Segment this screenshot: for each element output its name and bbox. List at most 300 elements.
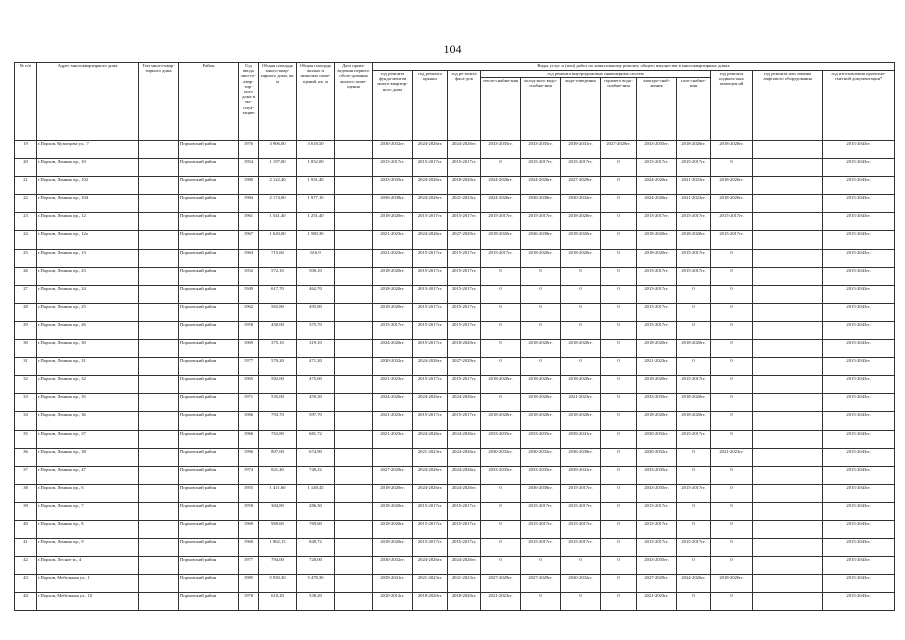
row-sewer: 2039-2041гг. [561,430,601,448]
row-survey-date [335,412,373,430]
row-hot-water: 0 [601,484,637,502]
row-type [139,394,179,412]
row-foundation: 2018-2020гг. [373,213,413,231]
row-year: 1974 [239,466,259,484]
row-type [139,593,179,611]
row-address: г.Порхов, Ленина пр., 26 [37,321,139,339]
row-type [139,539,179,557]
row-lift [753,376,823,394]
row-type [139,303,179,321]
row-heat: 0 [481,520,521,538]
row-basement: 0 [711,520,753,538]
row-facade: 2015-2017гг. [448,520,481,538]
row-heat: 0 [481,159,521,177]
row-district: Порховский район [179,340,239,358]
row-address: г.Порхов, Ленина пр., 23 [37,267,139,285]
row-roof: 2015-2017гг. [413,267,448,285]
row-roof: 2015-2017гг. [413,213,448,231]
col-address: Адрес многоквартирного дома [37,63,139,141]
row-sewer: 0 [561,303,601,321]
row-year: 1952 [239,267,259,285]
row-roof: 2021-2023гг. [413,448,448,466]
row-basement: 0 [711,394,753,412]
row-type [139,520,179,538]
row-res-area: 1 931,40 [297,177,335,195]
row-electric: 2015-2017гг. [637,213,677,231]
row-hot-water: 0 [601,177,637,195]
row-sewer: 2018-2020гг. [561,376,601,394]
row-basement: 0 [711,593,753,611]
row-type [139,267,179,285]
row-foundation: 2024-2026гг. [373,394,413,412]
row-lift [753,412,823,430]
row-number: 43 [15,575,37,593]
row-district: Порховский район [179,321,239,339]
row-district: Порховский район [179,177,239,195]
row-res-area: 471,20 [297,358,335,376]
col-gas: газо-снабже-ния [677,78,711,141]
col-res-area: Общая площадь жилых и нежилых поме-щений, кв. м [297,63,335,141]
row-district: Порховский район [179,484,239,502]
row-roof: 2015-2017гг. [413,539,448,557]
row-hot-water: 0 [601,520,637,538]
row-foundation: 2030-2032гг. [373,141,413,159]
row-type [139,358,179,376]
row-lift [753,593,823,611]
row-facade: 2027-2029гг. [448,358,481,376]
table-row [15,159,895,177]
row-number: 20 [15,159,37,177]
row-address: г.Порхов, Ленина пр., 38 [37,448,139,466]
row-electric: 2015-2017гг. [637,321,677,339]
row-year: 1949 [239,285,259,303]
row-heat: 0 [481,484,521,502]
row-address: г.Порхов, Ленина пр., 7 [37,502,139,520]
table-row [15,520,895,538]
row-year: 1958 [239,321,259,339]
row-year: 1965 [239,376,259,394]
row-number: 21 [15,177,37,195]
row-year: 1977 [239,358,259,376]
row-sewer: 2015-2017гг. [561,159,601,177]
row-number: 24 [15,231,37,249]
row-electric: 2033-2035гг. [637,141,677,159]
row-basement: 2018-2020гг. [711,195,753,213]
row-facade: 2015-2017гг. [448,213,481,231]
row-address: г.Порхов, Ленина пр., 32 [37,376,139,394]
col-heat: тепло-снабже-ния [481,78,521,141]
row-district: Порховский район [179,412,239,430]
row-total-area: 565,80 [259,303,297,321]
row-address: г.Порхов, Ленина пр., 24 [37,285,139,303]
row-design: 2015-2043гг. [823,557,895,575]
row-total-area: 793,70 [259,412,297,430]
row-gas: 0 [677,321,711,339]
row-heat: 2021-2023гг. [481,593,521,611]
table-row [15,557,895,575]
row-lift [753,466,823,484]
row-lift [753,448,823,466]
row-address: г.Порхов, Ленина пр., 37 [37,430,139,448]
row-gas: 0 [677,303,711,321]
row-district: Порховский район [179,358,239,376]
row-type [139,249,179,267]
row-heat: 2033-2035гг. [481,430,521,448]
row-year: 1978 [239,593,259,611]
row-total-area: 592,00 [259,376,297,394]
col-design: год изготовления проектно-сметной документации* [823,71,895,141]
row-heat: 2024-2026гг. [481,195,521,213]
row-lift [753,340,823,358]
row-facade: 2018-2020гг. [448,177,481,195]
row-cold-water: 2015-2017гг. [521,159,561,177]
row-total-area: 1 411,60 [259,484,297,502]
row-design: 2015-2043гг. [823,448,895,466]
row-year: 1964 [239,249,259,267]
row-gas: 2015-2017гг. [677,213,711,231]
row-lift [753,321,823,339]
col-lift: год ремонта или замены лифтового оборудования [753,71,823,141]
row-electric: 2015-2017гг. [637,520,677,538]
row-foundation: 2015-2017гг. [373,321,413,339]
row-number: 35 [15,430,37,448]
col-foundation: год ремонта фунда-ментов много-квартир-ного дома [373,71,413,141]
row-heat: 0 [481,303,521,321]
row-design: 2015-2043гг. [823,394,895,412]
row-gas: 0 [677,285,711,303]
row-district: Порховский район [179,539,239,557]
row-gas: 0 [677,593,711,611]
row-survey-date [335,520,373,538]
row-survey-date [335,593,373,611]
row-design: 2015-2043гг. [823,249,895,267]
row-electric: 2018-2020гг. [637,249,677,267]
row-cold-water: 2018-2020гг. [521,249,561,267]
row-address: г.Порхов, Ленина пр., 6 [37,484,139,502]
row-cold-water: 0 [521,557,561,575]
table-row [15,195,895,213]
table-row [15,539,895,557]
row-gas: 2015-2017гг. [677,484,711,502]
row-basement: 2015-2017гг. [711,231,753,249]
table-row [15,285,895,303]
row-basement: 0 [711,484,753,502]
row-sewer: 2021-2023гг. [561,394,601,412]
row-facade: 2015-2017гг. [448,502,481,520]
row-roof: 2024-2026гг. [413,141,448,159]
row-survey-date [335,303,373,321]
row-roof: 2024-2026гг. [413,484,448,502]
row-gas: 2018-2020гг. [677,394,711,412]
table-row [15,593,895,611]
row-address: г.Порхов, Ленина пр., 35 [37,394,139,412]
row-electric: 2015-2017гг. [637,502,677,520]
row-design: 2015-2043гг. [823,213,895,231]
row-district: Порховский район [179,430,239,448]
row-survey-date [335,177,373,195]
row-survey-date [335,231,373,249]
row-year: 1969 [239,340,259,358]
row-type [139,285,179,303]
row-district: Порховский район [179,141,239,159]
top-title: Виды услуг и (или) работ по капитальному ремонту общего имущества в многоквартирных домах [373,63,895,71]
row-facade: 2021-2023гг. [448,195,481,213]
row-electric: 2018-2020гг. [637,412,677,430]
row-cold-water: 2018-2020гг. [521,376,561,394]
row-type [139,448,179,466]
row-hot-water: 0 [601,376,637,394]
row-survey-date [335,267,373,285]
row-address: г.Порхов, Ленина пр., 104 [37,195,139,213]
table-row [15,394,895,412]
row-number: 42 [15,557,37,575]
row-hot-water: 0 [601,249,637,267]
row-res-area: 749,22 [297,466,335,484]
row-foundation: 2018-2020гг. [373,303,413,321]
row-roof: 2024-2026гг. [413,195,448,213]
row-facade: 2015-2017гг. [448,303,481,321]
row-sewer: 2030-2032гг. [561,195,601,213]
row-hot-water: 0 [601,267,637,285]
row-basement: 0 [711,430,753,448]
row-total-area: 535,00 [259,394,297,412]
row-number: 44 [15,593,37,611]
row-heat: 0 [481,394,521,412]
row-year: 1977 [239,557,259,575]
row-cold-water: 2018-2020гг. [521,340,561,358]
col-district: Район [179,63,239,141]
row-facade: 2015-2017гг. [448,539,481,557]
row-cold-water: 0 [521,285,561,303]
row-district: Порховский район [179,376,239,394]
table-row [15,303,895,321]
table-row [15,177,895,195]
row-year: 1961 [239,213,259,231]
row-number: 22 [15,195,37,213]
row-number: 26 [15,267,37,285]
row-res-area: 459,30 [297,394,335,412]
row-roof: 2024-2026гг. [413,177,448,195]
row-res-area: 1 148,45 [297,484,335,502]
row-gas: 2018-2020гг. [677,231,711,249]
row-address: г.Порхов, Ленина пр., 102 [37,177,139,195]
row-design: 2015-2043гг. [823,593,895,611]
row-total-area: 304,80 [259,502,297,520]
row-lift [753,159,823,177]
row-cold-water: 0 [521,593,561,611]
row-res-area: 681,72 [297,430,335,448]
row-roof: 2024-2026гг. [413,430,448,448]
row-facade: 2027-2029гг. [448,231,481,249]
row-res-area: 475,60 [297,376,335,394]
row-heat: 0 [481,502,521,520]
row-year: 1954 [239,159,259,177]
row-total-area: 1 062,15 [259,539,297,557]
row-district: Порховский район [179,159,239,177]
row-type [139,159,179,177]
row-sewer: 0 [561,321,601,339]
row-survey-date [335,430,373,448]
row-design: 2015-2043гг. [823,484,895,502]
table-row [15,358,895,376]
row-foundation: 2010-2012гг. [373,593,413,611]
row-foundation: 2018-2020гг. [373,502,413,520]
row-facade: 2024-2026гг. [448,484,481,502]
row-facade: 2024-2026гг. [448,141,481,159]
row-heat: 0 [481,340,521,358]
row-basement: 0 [711,321,753,339]
col-electric: электро-снаб-жения [637,78,677,141]
page-number: 104 [443,42,462,56]
row-hot-water: 0 [601,340,637,358]
row-basement: 0 [711,557,753,575]
row-number: 36 [15,448,37,466]
row-survey-date [335,141,373,159]
row-lift [753,303,823,321]
row-basement: 0 [711,376,753,394]
row-sewer: 2015-2017гг. [561,539,601,557]
row-res-area: 5 478,30 [297,575,335,593]
col-facade: год ре-монта фаса-дов [448,71,481,141]
row-design: 2015-2043гг. [823,321,895,339]
row-foundation: 2021-2023гг. [373,376,413,394]
row-roof: 2021-2023гг. [413,575,448,593]
row-heat: 2030-2032гг. [481,448,521,466]
row-roof: 2015-2017гг. [413,159,448,177]
col-type: Тип много-квар-тирного дома [139,63,179,141]
row-year: 1960 [239,539,259,557]
row-design: 2015-2043гг. [823,340,895,358]
row-hot-water: 0 [601,430,637,448]
row-cold-water: 2018-2020гг. [521,394,561,412]
row-total-area: 572,10 [259,267,297,285]
row-type [139,484,179,502]
table-row [15,484,895,502]
row-district: Порховский район [179,213,239,231]
table-row [15,249,895,267]
row-design: 2015-2043гг. [823,376,895,394]
row-res-area: 3 618,50 [297,141,335,159]
row-district: Порховский район [179,249,239,267]
row-year: 1971 [239,394,259,412]
row-gas: 2024-2026гг. [677,575,711,593]
row-roof: 2015-2017гг. [413,340,448,358]
row-sewer: 2018-2020гг. [561,213,601,231]
table-row [15,448,895,466]
row-heat: 2018-2020гг. [481,412,521,430]
row-design: 2015-2043гг. [823,358,895,376]
row-foundation: 2018-2020гг. [373,484,413,502]
row-cold-water: 2033-2035гг. [521,430,561,448]
row-survey-date [335,484,373,502]
row-address: г.Порхов, Ленина пр., 36 [37,412,139,430]
row-sewer: 0 [561,358,601,376]
row-total-area: 821,40 [259,466,297,484]
row-type [139,321,179,339]
row-survey-date [335,358,373,376]
row-sewer: 2015-2017гг. [561,520,601,538]
row-roof: 2024-2026гг. [413,358,448,376]
table-row [15,321,895,339]
row-roof: 2024-2026гг. [413,557,448,575]
row-hot-water: 2027-2029гг. [601,141,637,159]
row-res-area: 538,20 [297,593,335,611]
row-res-area: 462,70 [297,285,335,303]
row-number: 40 [15,520,37,538]
row-hot-water: 0 [601,303,637,321]
row-design: 2015-2043гг. [823,539,895,557]
table-row [15,502,895,520]
row-facade: 2018-2020гг. [448,593,481,611]
row-foundation: 2021-2023гг. [373,412,413,430]
row-lift [753,231,823,249]
row-number: 34 [15,412,37,430]
row-address: г.Порхов, Ленина пр., 47 [37,466,139,484]
row-sewer: 0 [561,593,601,611]
row-year: 1985 [239,575,259,593]
row-year: 1967 [239,231,259,249]
row-heat: 2015-2017гг. [481,249,521,267]
row-design: 2015-2043гг. [823,231,895,249]
row-cold-water: 2015-2017гг. [521,502,561,520]
row-lift [753,285,823,303]
row-facade: 2024-2026гг. [448,466,481,484]
row-heat: 2024-2026гг. [481,177,521,195]
row-address: г.Порхов, Ленина пр., 8 [37,520,139,538]
row-type [139,575,179,593]
row-year: 1980 [239,177,259,195]
row-total-area: 375,10 [259,340,297,358]
row-survey-date [335,285,373,303]
row-basement: 0 [711,267,753,285]
table-row [15,376,895,394]
row-heat: 2018-2020гг. [481,231,521,249]
row-cold-water: 2018-2020гг. [521,412,561,430]
row-roof: 2015-2017гг. [413,520,448,538]
row-number: 19 [15,141,37,159]
row-foundation: 2018-2020гг. [373,285,413,303]
row-cold-water: 0 [521,267,561,285]
row-heat: 2033-2035гг. [481,466,521,484]
row-address: г.Порхов, Ленина пр., 10 [37,159,139,177]
table-body [15,141,895,611]
row-sewer: 2036-2038гг. [561,448,601,466]
row-basement: 0 [711,539,753,557]
row-foundation: 2036-2038гг. [373,195,413,213]
row-year: 1976 [239,141,259,159]
row-address: г.Порхов, Ленина пр., 13 [37,249,139,267]
row-roof: 2015-2017гг. [413,249,448,267]
row-facade: 2015-2017гг. [448,321,481,339]
row-type [139,141,179,159]
row-design: 2015-2043гг. [823,195,895,213]
row-number: 37 [15,466,37,484]
row-address: г.Порхов, Ленина пр., 12 [37,213,139,231]
row-electric: 2024-2026гг. [637,195,677,213]
row-address: г.Порхов, Кузнецова ул., 7 [37,141,139,159]
row-cold-water: 2033-2035гг. [521,141,561,159]
row-district: Порховский район [179,502,239,520]
row-total-area: 969,60 [259,520,297,538]
row-facade: 2021-2023гг. [448,575,481,593]
row-design: 2015-2043гг. [823,430,895,448]
row-basement: 0 [711,159,753,177]
row-foundation: 2024-2026гг. [373,340,413,358]
row-heat: 2015-2017гг. [481,213,521,231]
row-basement: 0 [711,285,753,303]
row-basement: 0 [711,340,753,358]
row-number: 33 [15,394,37,412]
